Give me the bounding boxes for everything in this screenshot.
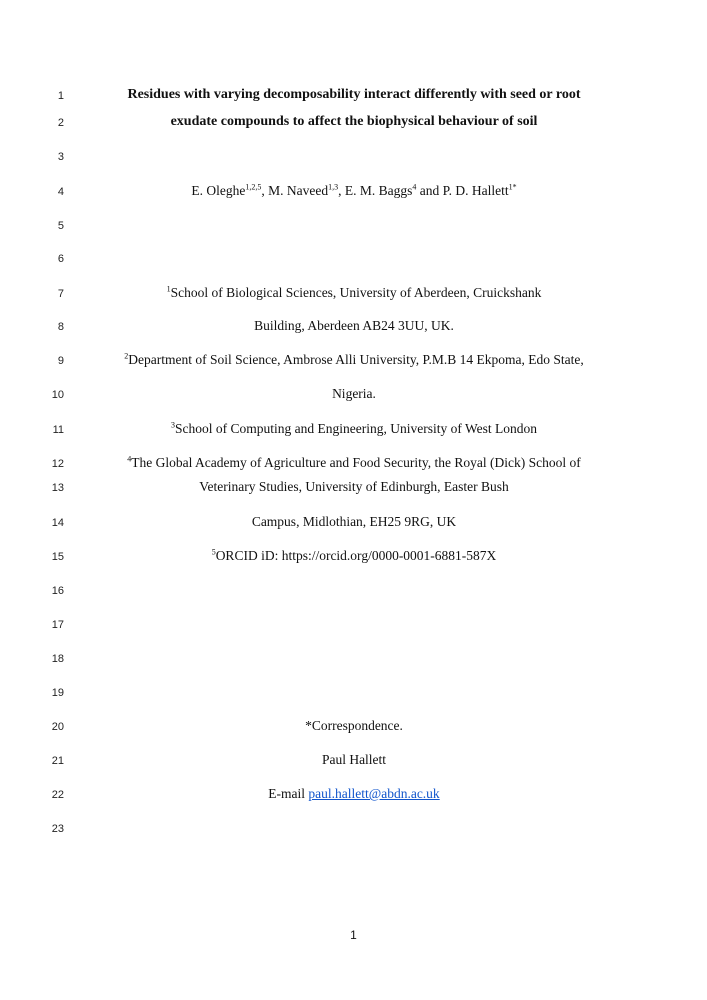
line-number-17: 17 bbox=[51, 619, 64, 631]
line-number-22: 22 bbox=[51, 789, 64, 801]
line-number-18: 18 bbox=[51, 653, 64, 665]
affiliation-1-line-1 bbox=[100, 285, 608, 301]
email-label: E-mail bbox=[268, 786, 309, 801]
affiliation-text: School of Biological Sciences, University of Aberdeen, Cruickshank bbox=[170, 285, 542, 300]
author-separator: , bbox=[338, 183, 345, 198]
affiliation-text: School of Computing and Engineering, University of West London bbox=[175, 421, 537, 436]
line-number-1: 1 bbox=[57, 90, 64, 102]
affiliation-sup: 4 bbox=[127, 454, 132, 464]
affiliation-2-line-1 bbox=[100, 352, 608, 368]
affiliation-4-line-2: Veterinary Studies, University of Edinburgh, Easter Bush bbox=[199, 479, 509, 494]
author-name: E. Oleghe bbox=[191, 183, 246, 198]
line-number-7: 7 bbox=[57, 288, 64, 300]
author-name: M. Naveed bbox=[268, 183, 329, 198]
affiliation-sup: 1 bbox=[166, 284, 171, 294]
author-affiliation-sup: 1* bbox=[508, 182, 517, 192]
line-number-14: 14 bbox=[51, 517, 64, 529]
correspondence-email-line bbox=[100, 786, 608, 802]
line-number-11: 11 bbox=[52, 424, 64, 436]
line-number-8: 8 bbox=[57, 321, 64, 333]
line-number-6: 6 bbox=[57, 253, 64, 265]
affiliation-3-line-1 bbox=[100, 421, 608, 437]
line-number-5: 5 bbox=[57, 220, 64, 232]
line-number-16: 16 bbox=[51, 585, 64, 597]
author-list bbox=[100, 183, 608, 199]
author-name: E. M. Baggs bbox=[344, 183, 413, 198]
line-number-10: 10 bbox=[51, 389, 64, 401]
affiliation-5-line-1 bbox=[100, 548, 608, 564]
affiliation-sup: 3 bbox=[171, 420, 175, 430]
author-affiliation-sup: 1,3 bbox=[328, 182, 339, 192]
author-separator: and bbox=[416, 183, 443, 198]
correspondence-name: Paul Hallett bbox=[321, 752, 387, 767]
line-number-13: 13 bbox=[51, 482, 64, 494]
affiliation-sup: 5 bbox=[211, 547, 216, 557]
line-number-19: 19 bbox=[51, 687, 64, 699]
line-number-21: 21 bbox=[51, 755, 64, 767]
email-link[interactable]: paul.hallett@abdn.ac.uk bbox=[308, 786, 440, 801]
line-number-20: 20 bbox=[51, 721, 64, 733]
line-number-9: 9 bbox=[57, 355, 64, 367]
affiliation-sup: 2 bbox=[124, 351, 129, 361]
line-number-23: 23 bbox=[51, 823, 64, 835]
affiliation-text: Department of Soil Science, Ambrose Alli University, P.M.B 14 Ekpoma, Edo State, bbox=[128, 352, 584, 367]
correspondence-label: *Correspondence. bbox=[305, 718, 403, 733]
affiliation-text: The Global Academy of Agriculture and Food Security, the Royal (Dick) School of bbox=[131, 455, 581, 470]
author-separator: , bbox=[261, 183, 269, 198]
paper-title-line-1: Residues with varying decomposability interact differently with seed or root bbox=[127, 87, 581, 102]
author-name: P. D. Hallett bbox=[442, 183, 509, 198]
affiliation-4-line-1 bbox=[100, 455, 608, 471]
affiliation-text: ORCID iD: https://orcid.org/0000-0001-6881-587X bbox=[215, 548, 497, 563]
author-affiliation-sup: 4 bbox=[412, 182, 417, 192]
page-number: 1 bbox=[350, 928, 357, 942]
affiliation-2-line-2: Nigeria. bbox=[332, 386, 376, 401]
line-number-15: 15 bbox=[51, 551, 64, 563]
line-number-2: 2 bbox=[57, 117, 64, 129]
line-number-3: 3 bbox=[57, 151, 64, 163]
affiliation-4-line-3: Campus, Midlothian, EH25 9RG, UK bbox=[251, 514, 457, 529]
paper-title-line-2: exudate compounds to affect the biophysical behaviour of soil bbox=[170, 114, 538, 129]
affiliation-1-line-2: Building, Aberdeen AB24 3UU, UK. bbox=[254, 318, 454, 333]
line-number-4: 4 bbox=[57, 186, 64, 198]
author-affiliation-sup: 1,2,5 bbox=[245, 182, 262, 192]
line-number-12: 12 bbox=[51, 458, 64, 470]
